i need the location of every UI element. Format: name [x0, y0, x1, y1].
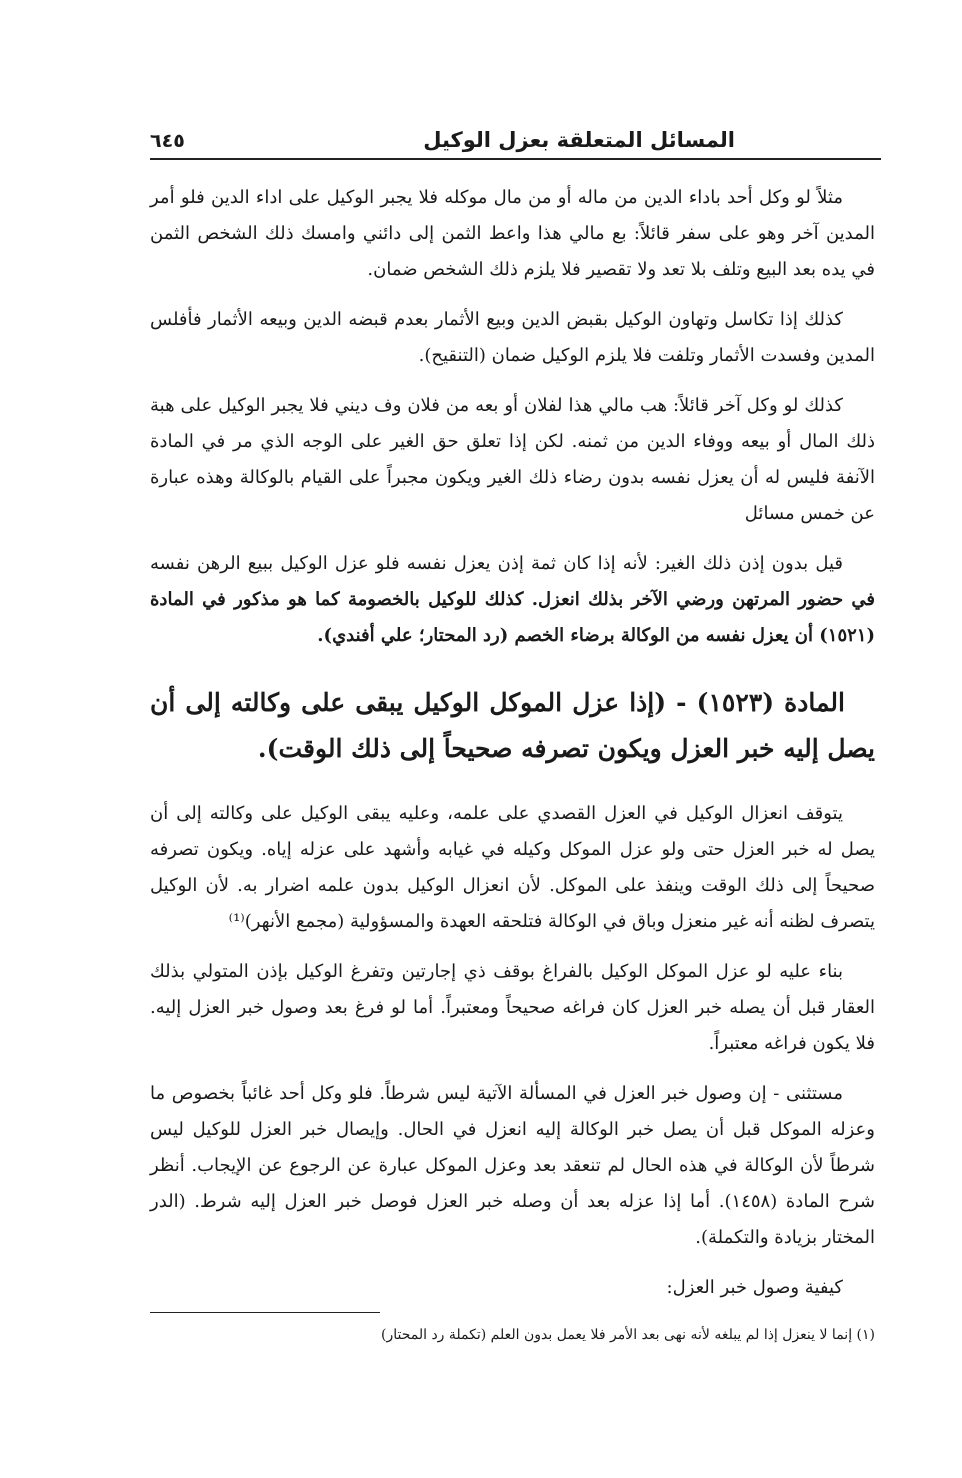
paragraph-bold-text: في حضور المرتهن ورضي الآخر بذلك انعزل. كذلك للوكيل بالخصومة كما هو مذكور في المادة (١٥٢١) أن يعزل نفسه من الوكالة برضاء الخصم (رد المحتار؛ علي أفندي). — [150, 589, 875, 646]
paragraph: مستثنى - إن وصول خبر العزل في المسألة الآتية ليس شرطاً. فلو وكل أحد غائباً بخصوص ما وعزله الموكل قبل أن يصل خبر الوكالة إليه انعزل في الحال. وإيصال خبر العزل للوكيل ليس شرطاً لأن الوكالة في هذه الحال لم تنعقد بعد وعزل الموكل عبارة عن الرجوع عن الإيجاب. أنظر شرح المادة (١٤٥٨). أما إذا عزله بعد أن وصله خبر العزل فوصل خبر العزل إليه شرط. (الدر المختار بزيادة والتكملة). — [150, 1083, 875, 1248]
page-content — [150, 0, 875, 1478]
paragraph: كذلك إذا تكاسل وتهاون الوكيل بقبض الدين وبيع الأثمار بعدم قبضه الدين وبيعه الأثمار فأفلس المدين وفسدت الأثمار وتلفت فلا يلزم الوكيل ضمان (التنقيح). — [150, 309, 875, 366]
footnote: (١) إنما لا ينعزل إذا لم يبلغه لأنه نهى بعد الأمر فلا يعمل بدون العلم (تكملة رد المحتار) — [381, 1327, 875, 1343]
article-heading: المادة (١٥٢٣) - (إذا عزل الموكل الوكيل يبقى على وكالته إلى أن يصل إليه خبر العزل ويكون تصرفه صحيحاً إلى ذلك الوقت). — [150, 688, 875, 763]
paragraph-text: قيل بدون إذن ذلك الغير: لأنه إذا كان ثمة إذن يعزل نفسه فلو عزل الوكيل ببيع الرهن نفسه — [150, 553, 843, 574]
paragraph: مثلاً لو وكل أحد باداء الدين من ماله أو من مال موكله فلا يجبر الوكيل على اداء الدين فلو أمر المدين آخر وهو على سفر قائلاً: بع مالي هذا واعط الثمن إلى دائني وامسك ذلك الشخص الثمن في يده بعد البيع وتلف بلا تعد ولا تقصير فلا يلزم ذلك الشخص ضمان. — [150, 187, 875, 280]
header-rule — [150, 158, 881, 160]
page-number: ٦٤٥ — [150, 130, 185, 152]
main-text — [150, 180, 875, 1306]
footnote-rule — [150, 1312, 380, 1313]
paragraph: كذلك لو وكل آخر قائلاً: هب مالي هذا لفلان أو بعه من فلان وف ديني فلا يجبر الوكيل على هبة ذلك المال أو بيعه ووفاء الدين من ثمنه. لكن إذا تعلق حق الغير على الوجه الذي مر في المادة الآنفة فليس له أن يعزل نفسه بدون رضاء ذلك الغير ويكون مجبراً على القيام بالوكالة وهذه عبارة عن خمس مسائل — [150, 395, 875, 524]
paragraph: يتوقف انعزال الوكيل في العزل القصدي على علمه، وعليه يبقى الوكيل على وكالته إلى أن يصل له خبر العزل حتى ولو عزل الموكل وكيله في غيابه وأشهد على عزله إياه. ويكون تصرفه صحيحاً إلى ذلك الوقت وينفذ على الموكل. لأن انعزال الوكيل بدون علمه اضرار به. لأن الوكيل يتصرف لظنه أنه غير منعزل وباق في الوكالة فتلحقه العهدة والمسؤولية (مجمع الأنهر)⁽¹⁾ — [150, 803, 875, 932]
subheading: كيفية وصول خبر العزل: — [666, 1277, 843, 1298]
paragraph: بناء عليه لو عزل الموكل الوكيل بالفراغ بوقف ذي إجارتين وتفرغ الوكيل بإذن المتولي بذلك العقار قبل أن يصله خبر العزل كان فراغه صحيحاً ومعتبراً. أما لو فرغ بعد وصول خبر العزل إليه. فلا يكون فراغه معتبراً. — [150, 961, 875, 1054]
running-title: المسائل المتعلقة بعزل الوكيل — [423, 128, 735, 152]
paragraph — [150, 546, 875, 654]
running-header — [150, 128, 875, 158]
